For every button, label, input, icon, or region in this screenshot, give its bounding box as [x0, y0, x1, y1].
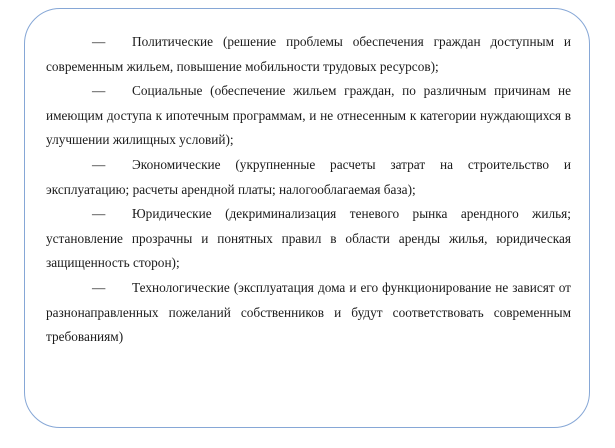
list-item-social — [46, 79, 571, 153]
list-item-technological — [46, 276, 571, 350]
dash-bullet: — — [92, 279, 106, 295]
dash-bullet: — — [92, 156, 106, 172]
list-item-text: Социальные (обеспечение жильем граждан, по различным причинам не имеющим доступа к ипотечным программам, и не отнесенным к категории нуждающихся в улучшении жилищных условий); — [46, 83, 571, 148]
list-item-text: Технологические (эксплуатация дома и его функционирование не зависят от разнонаправленных пожеланий собственников и будут соответствовать современным требованиям) — [46, 279, 571, 345]
list-item-text: Политические (решение проблемы обеспечения граждан доступным и современным жильем, повышение мобильности трудовых ресурсов); — [46, 34, 571, 74]
dash-bullet: — — [92, 34, 106, 49]
dash-bullet: — — [92, 206, 106, 222]
dash-bullet: — — [92, 83, 106, 99]
list-item-text: Экономические (укрупненные расчеты затрат на строительство и эксплуатацию; расчеты арендной платы; налогооблагаемая база); — [46, 156, 571, 197]
list-item-political — [46, 30, 571, 79]
list-item-legal — [46, 202, 571, 276]
bulleted-text-block — [46, 30, 571, 350]
list-item-economic — [46, 153, 571, 202]
list-item-text: Юридические (декриминализация теневого рынка арендного жилья; установление прозрачны и понятных правил в области аренды жилья, юридическая защищенность сторон); — [46, 206, 571, 271]
